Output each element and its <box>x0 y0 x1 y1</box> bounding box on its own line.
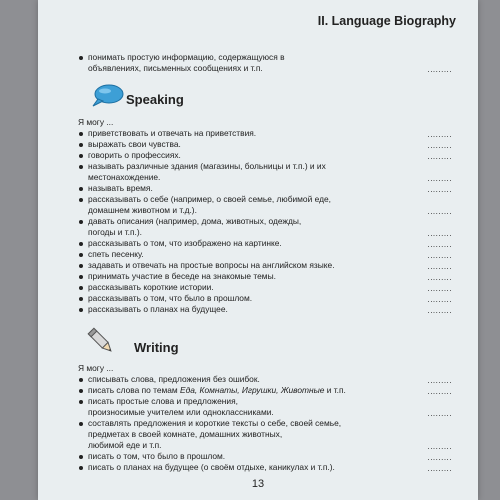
page-number: 13 <box>251 478 265 490</box>
checkbox-dots[interactable]: ......... <box>427 207 452 216</box>
writing-block <box>78 363 458 473</box>
checkbox-dots[interactable]: ......... <box>427 273 452 282</box>
list-item-continuation: любимой еде и т.п. ......... <box>88 440 452 451</box>
list-item: составлять предложения и короткие тексты о себе, своей семье, <box>78 418 458 429</box>
list-item: писать о планах на будущее (о своём отдыхе, каникулах и т.п.). ......... <box>78 462 458 473</box>
list-item: выражать свои чувства. ......... <box>78 139 458 150</box>
checkbox-dots[interactable]: ......... <box>427 240 452 249</box>
checkbox-dots[interactable]: ......... <box>427 152 452 161</box>
list-item: рассказывать короткие истории. ......... <box>78 282 458 293</box>
checkbox-dots[interactable]: ......... <box>427 174 452 183</box>
list-item-continuation: погоды и т.п.). ......... <box>88 227 452 238</box>
lead-text: Я могу ... <box>78 117 114 127</box>
list-item: принимать участие в беседе на знакомые темы. ......... <box>78 271 458 282</box>
list-item: называть время. ......... <box>78 183 458 194</box>
running-head: II. Language Biography <box>317 14 456 28</box>
list-item-continuation: объявлениях, письменных сообщениях и т.п. ......... <box>88 63 452 74</box>
workbook-page <box>38 0 478 500</box>
list-item: писать о том, что было в прошлом. ......... <box>78 451 458 462</box>
checkbox-dots[interactable]: ......... <box>427 141 452 150</box>
speech-bubble-icon <box>90 84 124 108</box>
checkbox-dots[interactable]: ......... <box>427 185 452 194</box>
list-item-continuation: местонахождение. ......... <box>88 172 452 183</box>
list-item: писать простые слова и предложения, <box>78 396 458 407</box>
list-item-continuation: предметах в своей комнате, домашних животных, <box>88 429 283 439</box>
pencil-icon <box>86 325 116 357</box>
list-item: приветствовать и отвечать на приветствия. ......... <box>78 128 458 139</box>
checkbox-dots[interactable]: ......... <box>427 387 452 396</box>
checkbox-dots[interactable]: ......... <box>427 284 452 293</box>
list-item-continuation: произносимые учителем или одноклассниками. ......... <box>88 407 452 418</box>
checkbox-dots[interactable]: ......... <box>427 262 452 271</box>
list-item: писать слова по темам Еда, Комнаты, Игрушки, Животные и т.п. ......... <box>78 385 458 396</box>
checkbox-dots[interactable]: ......... <box>427 442 452 451</box>
checkbox-dots[interactable]: ......... <box>427 409 452 418</box>
checkbox-dots[interactable]: ......... <box>427 229 452 238</box>
intro-block <box>78 52 458 74</box>
checkbox-dots[interactable]: ......... <box>427 295 452 304</box>
list-item: списывать слова, предложения без ошибок. ......... <box>78 374 458 385</box>
list-item: спеть песенку. ......... <box>78 249 458 260</box>
list-item: говорить о профессиях. ......... <box>78 150 458 161</box>
list-item: понимать простую информацию, содержащуюся в <box>78 52 458 63</box>
list-item-continuation: домашнем животном и т.д.). ......... <box>88 205 452 216</box>
section-title-speaking: Speaking <box>126 92 184 107</box>
list-item: рассказывать о планах на будущее. ......... <box>78 304 458 315</box>
checkbox-dots[interactable]: ......... <box>427 464 452 473</box>
list-item: рассказывать о том, что было в прошлом. ......... <box>78 293 458 304</box>
list-item: давать описания (например, дома, животных, одежды, <box>78 216 458 227</box>
checkbox-dots[interactable]: ......... <box>427 130 452 139</box>
checkbox-dots[interactable]: ......... <box>427 306 452 315</box>
list-item: называть различные здания (магазины, больницы и т.п.) и их <box>78 161 458 172</box>
list-item: рассказывать о том, что изображено на картинке. ......... <box>78 238 458 249</box>
topics-italic: Еда, Комнаты, Игрушки, Животные <box>180 385 325 395</box>
checkbox-dots[interactable]: ......... <box>427 453 452 462</box>
checkbox-dots[interactable]: ......... <box>427 65 452 74</box>
checkbox-dots[interactable]: ......... <box>427 251 452 260</box>
list-item: рассказывать о себе (например, о своей семье, любимой еде, <box>78 194 458 205</box>
speaking-block <box>78 117 458 315</box>
lead-text: Я могу ... <box>78 363 114 373</box>
list-item: задавать и отвечать на простые вопросы на английском языке. ......... <box>78 260 458 271</box>
checkbox-dots[interactable]: ......... <box>427 376 452 385</box>
section-title-writing: Writing <box>134 340 179 355</box>
